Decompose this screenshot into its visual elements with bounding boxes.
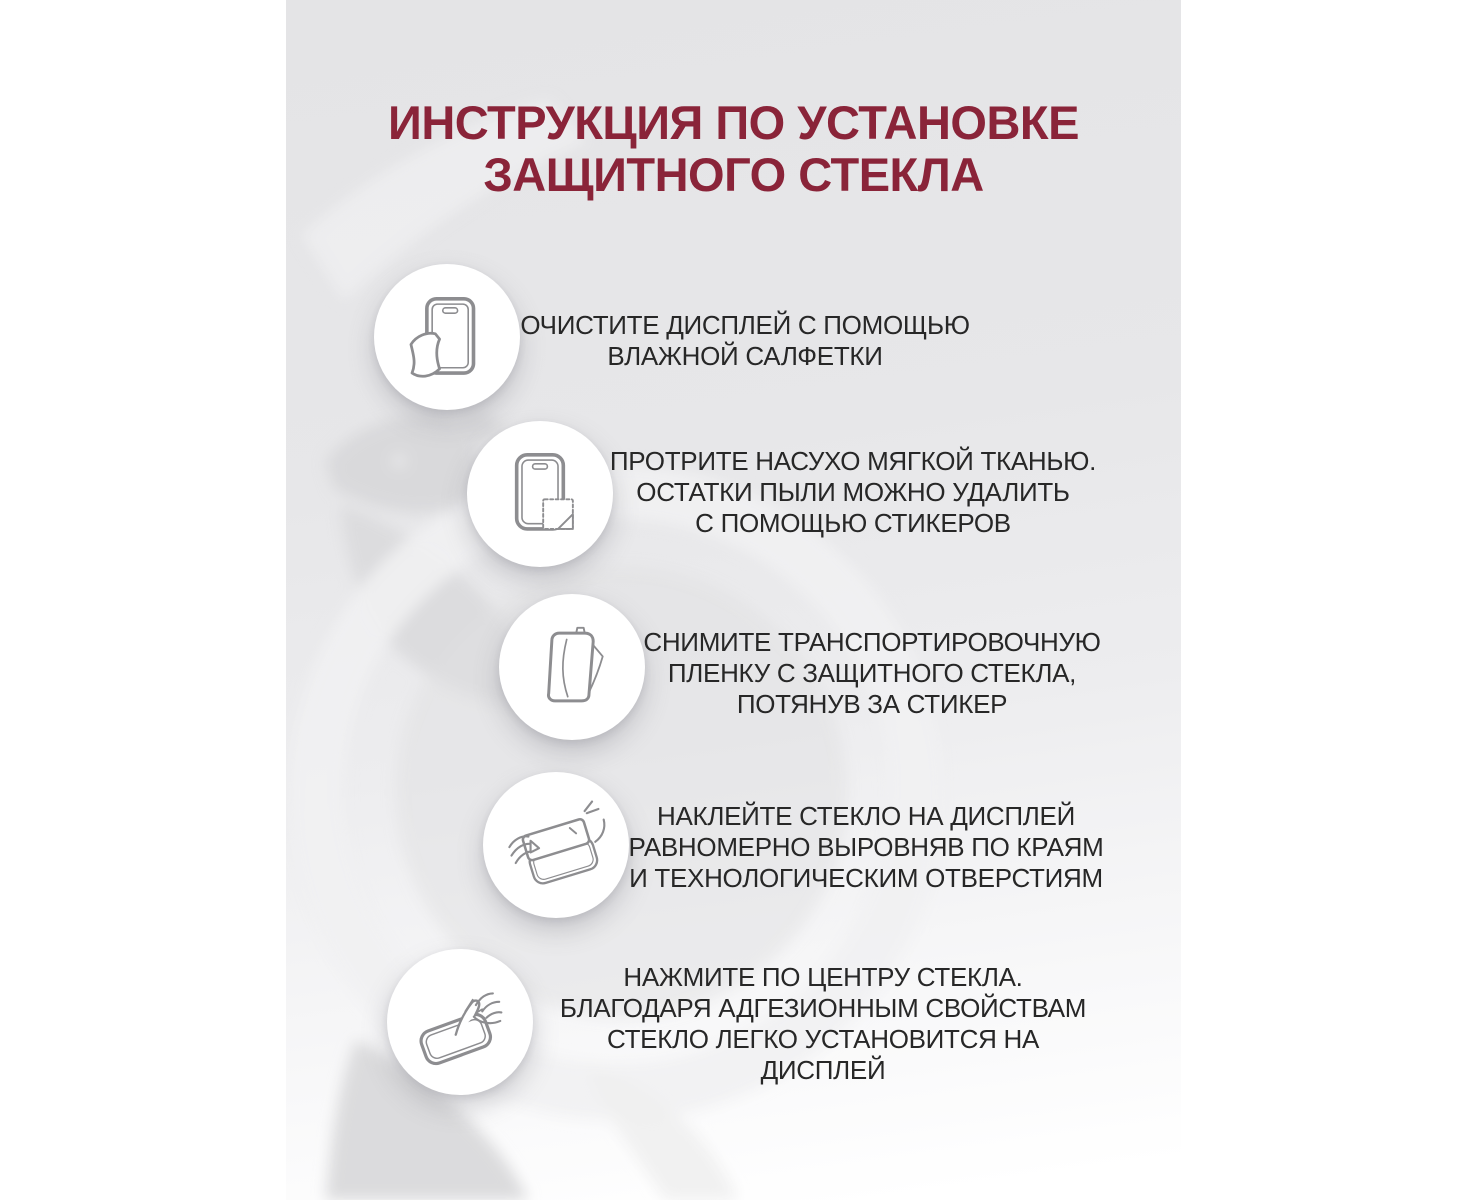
step-4-text xyxy=(586,801,1146,894)
step-4-line-1: НАКЛЕЙТЕ СТЕКЛО НА ДИСПЛЕЙ xyxy=(657,801,1075,831)
page-title-line-1: ИНСТРУКЦИЯ ПО УСТАНОВКЕ xyxy=(388,96,1079,149)
press-glass-center-icon xyxy=(407,969,513,1075)
step-2-line-1: ПРОТРИТЕ НАСУХО МЯГКОЙ ТКАНЬЮ. xyxy=(609,446,1097,476)
step-1-text xyxy=(465,310,1025,372)
step-5-line-1: НАЖМИТЕ ПО ЦЕНТРУ СТЕКЛА. xyxy=(623,962,1023,992)
step-4-line-3: И ТЕХНОЛОГИЧЕСКИМ ОТВЕРСТИЯМ xyxy=(629,863,1103,893)
step-5-text xyxy=(543,962,1103,1086)
step-2-line-3: С ПОМОЩЬЮ СТИКЕРОВ xyxy=(695,508,1011,538)
step-1-line-1: ОЧИСТИТЕ ДИСПЛЕЙ С ПОМОЩЬЮ xyxy=(520,310,970,340)
step-2-line-2: ОСТАТКИ ПЫЛИ МОЖНО УДАЛИТЬ xyxy=(636,477,1070,507)
page-title xyxy=(286,97,1181,201)
step-3-line-2: ПЛЕНКУ С ЗАЩИТНОГО СТЕКЛА, xyxy=(667,658,1077,688)
step-4-line-2: РАВНОМЕРНО ВЫРОВНЯВ ПО КРАЯМ xyxy=(628,832,1104,862)
page-title-line-2: ЗАЩИТНОГО СТЕКЛА xyxy=(483,148,984,201)
step-3-text xyxy=(592,627,1152,720)
step-5-icon-circle xyxy=(387,949,533,1095)
step-2-text xyxy=(573,446,1133,539)
step-3-line-1: СНИМИТЕ ТРАНСПОРТИРОВОЧНУЮ xyxy=(643,627,1101,657)
step-3-line-3: ПОТЯНУВ ЗА СТИКЕР xyxy=(736,689,1008,719)
step-5-line-2: БЛАГОДАРЯ АДГЕЗИОННЫМ СВОЙСТВАМ xyxy=(559,993,1087,1023)
step-5-line-3: СТЕКЛО ЛЕГКО УСТАНОВИТСЯ НА ДИСПЛЕЙ xyxy=(606,1024,1040,1085)
step-1-line-2: ВЛАЖНОЙ САЛФЕТКИ xyxy=(607,341,883,371)
